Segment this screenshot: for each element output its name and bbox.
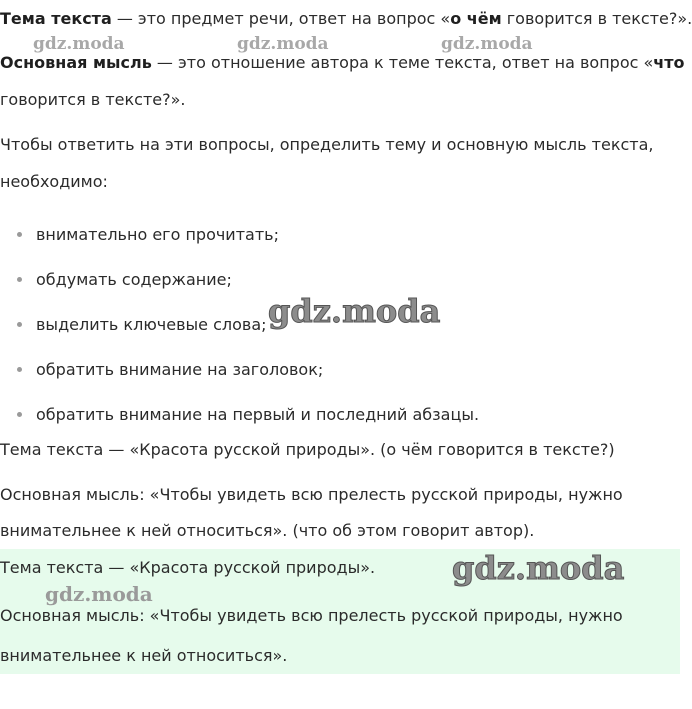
step-text: обратить внимание на первый и последний абзацы. xyxy=(36,405,480,424)
answer-topic: Тема текста — «Красота русской природы». xyxy=(0,558,376,577)
topic-term: Тема текста xyxy=(0,9,112,28)
example-idea-line-2: внимательнее к ней относиться». (что об этом говорит автор). xyxy=(0,521,535,540)
topic-definition xyxy=(0,0,692,38)
topic-definition-end: говорится в тексте?». xyxy=(501,9,692,28)
bullet-icon xyxy=(17,412,22,417)
idea-question: что xyxy=(653,53,685,72)
bullet-icon xyxy=(17,367,22,372)
bullet-icon xyxy=(17,232,22,237)
step-text: обдумать содержание; xyxy=(36,270,232,289)
watermark-logo: gdz.moda xyxy=(33,34,125,54)
bullet-icon xyxy=(17,277,22,282)
watermark-logo: gdz.moda xyxy=(452,549,625,587)
idea-definition-cont: говорится в тексте?». xyxy=(0,90,186,109)
step-text: обратить внимание на заголовок; xyxy=(36,360,324,379)
watermark-logo: gdz.moda xyxy=(441,34,533,54)
answer-idea-line-2: внимательнее к ней относиться». xyxy=(0,646,288,665)
example-topic: Тема текста — «Красота русской природы». (о чём говорится в тексте?) xyxy=(0,440,615,459)
bullet-icon xyxy=(17,322,22,327)
watermark-logo: gdz.moda xyxy=(237,34,329,54)
intro-line-2: необходимо: xyxy=(0,172,108,191)
idea-definition-text: — это отношение автора к теме текста, ответ на вопрос « xyxy=(151,53,654,72)
step-text: выделить ключевые слова; xyxy=(36,315,267,334)
step-text: внимательно его прочитать; xyxy=(36,225,279,244)
topic-definition-text: — это предмет речи, ответ на вопрос « xyxy=(111,9,451,28)
topic-question: о чём xyxy=(450,9,502,28)
list-item xyxy=(0,212,479,257)
intro-line-1: Чтобы ответить на эти вопросы, определить тему и основную мысль текста, xyxy=(0,135,654,154)
idea-term: Основная мысль xyxy=(0,53,152,72)
answer-idea-line-1: Основная мысль: «Чтобы увидеть всю прелесть русской природы, нужно xyxy=(0,606,623,625)
watermark-logo: gdz.moda xyxy=(268,292,441,330)
example-idea-line-1: Основная мысль: «Чтобы увидеть всю прелесть русской природы, нужно xyxy=(0,485,623,504)
list-item xyxy=(0,347,479,392)
watermark-logo: gdz.moda xyxy=(45,582,153,606)
